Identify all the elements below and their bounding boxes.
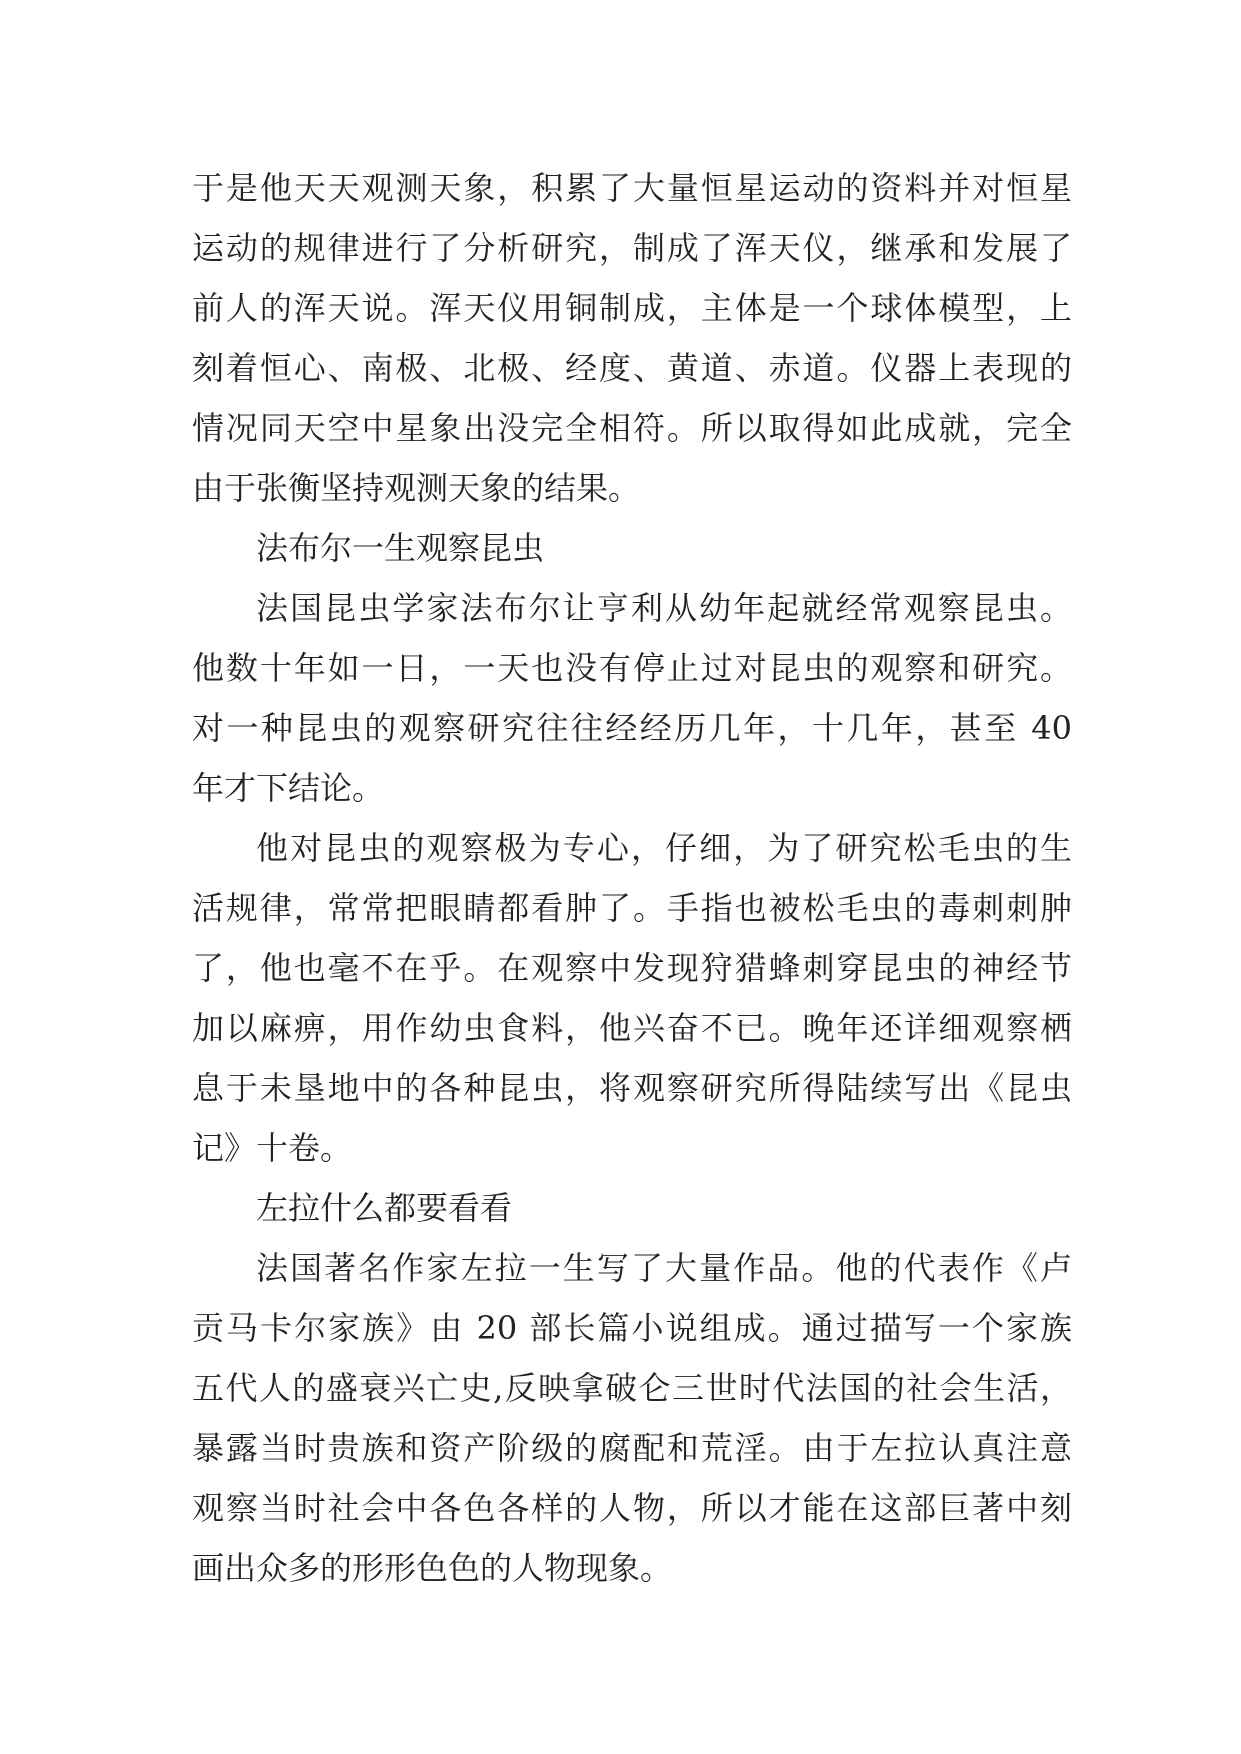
text-line: 前人的浑天说。浑天仪用铜制成，主体是一个球体模型，上 <box>192 289 1072 327</box>
text-line: 记》十卷。 <box>192 1129 353 1167</box>
text-line: 观察当时社会中各色各样的人物，所以才能在这部巨著中刻 <box>192 1489 1072 1527</box>
text-line: 息于未垦地中的各种昆虫，将观察研究所得陆续写出《昆虫 <box>192 1069 1072 1107</box>
text-line: 画出众多的形形色色的人物现象。 <box>192 1549 673 1587</box>
text-line: 法国昆虫学家法布尔让亨利从幼年起就经常观察昆虫。 <box>256 589 1072 627</box>
text-line: 于是他天天观测天象，积累了大量恒星运动的资料并对恒星 <box>192 169 1072 207</box>
text-line: 他对昆虫的观察极为专心，仔细，为了研究松毛虫的生 <box>256 829 1072 867</box>
text-line: 情况同天空中星象出没完全相符。所以取得如此成就，完全 <box>192 409 1072 447</box>
text-line: 法国著名作家左拉一生写了大量作品。他的代表作《卢 <box>256 1249 1072 1287</box>
text-line: 由于张衡坚持观测天象的结果。 <box>192 469 641 507</box>
text-line: 运动的规律进行了分析研究，制成了浑天仪，继承和发展了 <box>192 229 1072 267</box>
text-line: 暴露当时贵族和资产阶级的腐配和荒淫。由于左拉认真注意 <box>192 1429 1072 1467</box>
text-line: 年才下结论。 <box>192 769 385 807</box>
text-line: 了，他也毫不在乎。在观察中发现狩猎蜂刺穿昆虫的神经节 <box>192 949 1072 987</box>
section-heading: 法布尔一生观察昆虫 <box>256 529 545 567</box>
text-line: 对一种昆虫的观察研究往往经经历几年，十几年，甚至 40 <box>192 709 1072 747</box>
text-line: 加以麻痹，用作幼虫食料，他兴奋不已。晚年还详细观察栖 <box>192 1009 1072 1047</box>
text-line: 刻着恒心、南极、北极、经度、黄道、赤道。仪器上表现的 <box>192 349 1072 387</box>
text-line: 贡马卡尔家族》由 20 部长篇小说组成。通过描写一个家族 <box>192 1309 1072 1347</box>
section-heading: 左拉什么都要看看 <box>256 1189 513 1227</box>
text-line: 五代人的盛衰兴亡史,反映拿破仑三世时代法国的社会生活， <box>192 1369 1072 1407</box>
text-line: 活规律，常常把眼睛都看肿了。手指也被松毛虫的毒刺刺肿 <box>192 889 1072 927</box>
text-line: 他数十年如一日，一天也没有停止过对昆虫的观察和研究。 <box>192 649 1072 687</box>
